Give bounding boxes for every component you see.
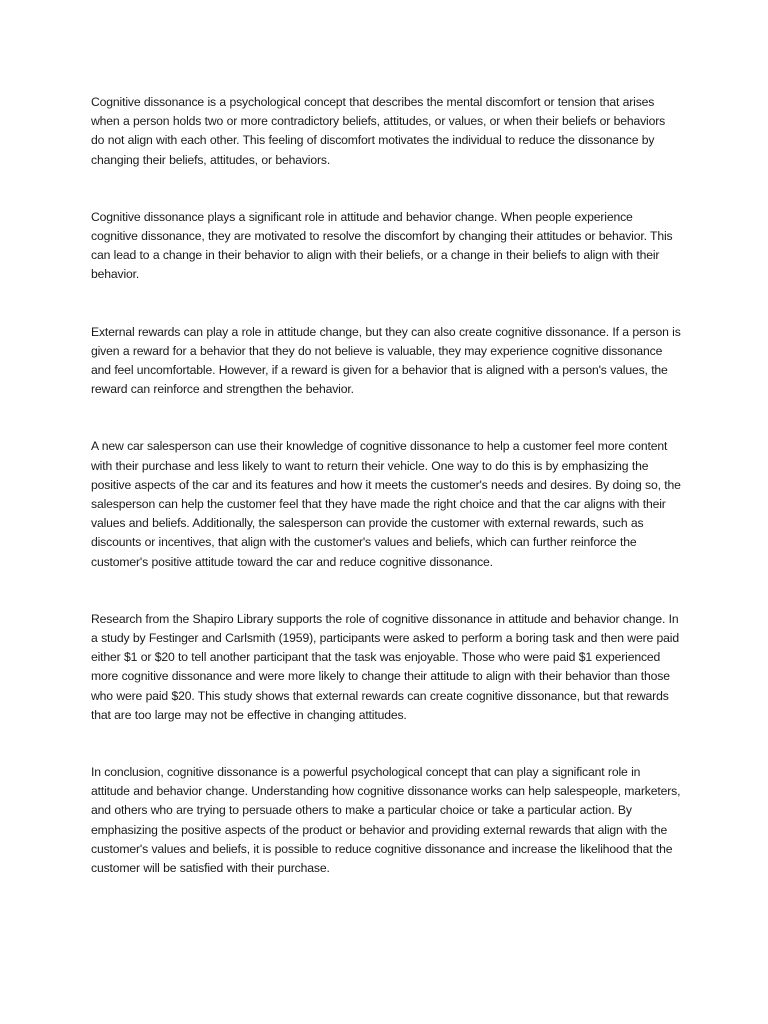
paragraph-attitude-change: Cognitive dissonance plays a significant role in attitude and behavior change. When people experience cognitive dissonance, they are motivated to resolve the discomfort by changing their attitudes or behavior. This can lead to a change in their behavior to align with their beliefs, or a change in their beliefs to align with their behavior. [91, 209, 673, 282]
document-body [91, 93, 681, 916]
paragraph-car-salesperson: A new car salesperson can use their knowledge of cognitive dissonance to help a customer feel more content with their purchase and less likely to want to return their vehicle. One way to do this is by emphasizing the positive aspects of the car and its features and how it meets the customer's needs and desires. By doing so, the salesperson can help the customer feel that they have made the right choice and that the car aligns with their values and beliefs. Additionally, the salesperson can provide the customer with external rewards, such as discounts or incentives, that align with the customer's values and beliefs, which can further reinforce the customer's positive attitude toward the car and reduce cognitive dissonance. [91, 439, 681, 569]
paragraph-conclusion: In conclusion, cognitive dissonance is a powerful psychological concept that can play a significant role in attitude and behavior change. Understanding how cognitive dissonance works can help salespeople, marketers, and others who are trying to persuade others to make a particular choice or take a particular action. By emphasizing the positive aspects of the product or behavior and providing external rewards that align with the customer's values and beliefs, it is possible to reduce cognitive dissonance and increase the likelihood that the customer will be satisfied with their purchase. [91, 765, 681, 876]
paragraph-definition: Cognitive dissonance is a psychological concept that describes the mental discomfort or tension that arises when a person holds two or more contradictory beliefs, attitudes, or values, or when their beliefs or behaviors do not align with each other. This feeling of discomfort motivates the individual to reduce the dissonance by changing their beliefs, attitudes, or behaviors. [91, 95, 666, 167]
paragraph-research: Research from the Shapiro Library supports the role of cognitive dissonance in attitude and behavior change. In a study by Festinger and Carlsmith (1959), participants were asked to perform a boring task and then were paid either $1 or $20 to tell another participant that the task was enjoyable. Those who were paid $1 experienced more cognitive dissonance and were more likely to change their attitude to align with their behavior than those who were paid $20. This study shows that external rewards can create cognitive dissonance, but that rewards that are too large may not be effective in changing attitudes. [91, 611, 679, 722]
paragraph-external-rewards: External rewards can play a role in attitude change, but they can also create cognitive dissonance. If a person is given a reward for a behavior that they do not believe is valuable, they may experience cognitive dissonance and feel uncomfortable. However, if a reward is given for a behavior that is aligned with a person's values, the reward can reinforce and strengthen the behavior. [91, 324, 681, 397]
